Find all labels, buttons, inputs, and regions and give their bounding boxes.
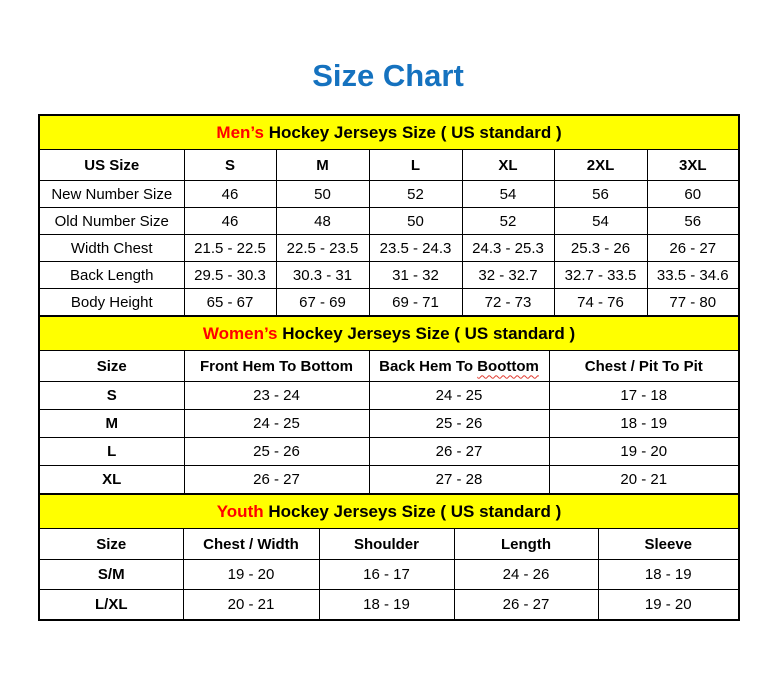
mens-header-row: [39, 150, 739, 181]
table-row: [39, 590, 739, 621]
table-cell: 19 - 20: [598, 590, 739, 621]
table-cell: 24 - 25: [369, 382, 549, 410]
mens-col-header: XL: [462, 150, 554, 181]
table-cell: 69 - 71: [369, 289, 462, 317]
table-cell: 31 - 32: [369, 262, 462, 289]
table-cell: 56: [554, 181, 647, 208]
table-cell: 23.5 - 24.3: [369, 235, 462, 262]
table-row: [39, 466, 739, 495]
table-cell: 26 - 27: [454, 590, 598, 621]
table-cell: 20 - 21: [549, 466, 739, 495]
table-cell: 52: [462, 208, 554, 235]
table-row: [39, 262, 739, 289]
table-cell: 19 - 20: [183, 560, 319, 590]
table-cell: 20 - 21: [183, 590, 319, 621]
table-cell: 22.5 - 23.5: [276, 235, 369, 262]
table-row: [39, 438, 739, 466]
table-cell: 23 - 24: [184, 382, 369, 410]
table-cell: 24 - 26: [454, 560, 598, 590]
mens-col-header: US Size: [39, 150, 184, 181]
mens-banner-cell: [39, 115, 739, 150]
youth-table-banner: [39, 494, 739, 529]
youth-col-header: Shoulder: [319, 529, 454, 560]
womens-col-header: [369, 351, 549, 382]
womens-col-header: Size: [39, 351, 184, 382]
table-row: [39, 560, 739, 590]
mens-col-header: 2XL: [554, 150, 647, 181]
table-cell: 77 - 80: [647, 289, 739, 317]
womens-row-label: XL: [39, 466, 184, 495]
table-cell: 30.3 - 31: [276, 262, 369, 289]
womens-row-label: S: [39, 382, 184, 410]
table-cell: 54: [554, 208, 647, 235]
womens-header-row: [39, 351, 739, 382]
mens-row-label: Body Height: [39, 289, 184, 317]
table-row: [39, 235, 739, 262]
mens-size-table: [38, 114, 740, 317]
table-cell: 29.5 - 30.3: [184, 262, 276, 289]
mens-banner-highlight: Men’s: [216, 122, 264, 142]
mens-row-label: New Number Size: [39, 181, 184, 208]
table-cell: 26 - 27: [647, 235, 739, 262]
table-cell: 60: [647, 181, 739, 208]
mens-col-header: M: [276, 150, 369, 181]
table-cell: 18 - 19: [549, 410, 739, 438]
mens-col-header: 3XL: [647, 150, 739, 181]
youth-banner-highlight: Youth: [216, 501, 264, 521]
table-cell: 25.3 - 26: [554, 235, 647, 262]
mens-table-banner: [39, 115, 739, 150]
womens-size-table: [38, 315, 740, 495]
table-cell: 26 - 27: [184, 466, 369, 495]
youth-banner-text: Hockey Jerseys Size ( US standard ): [268, 501, 562, 521]
table-cell: 32.7 - 33.5: [554, 262, 647, 289]
table-cell: 56: [647, 208, 739, 235]
page-title: Size Chart: [312, 58, 464, 93]
mens-col-header: S: [184, 150, 276, 181]
womens-col-header-prefix: Back Hem To: [379, 357, 474, 375]
table-cell: 52: [369, 181, 462, 208]
table-cell: 16 - 17: [319, 560, 454, 590]
table-row: [39, 208, 739, 235]
table-cell: 46: [184, 208, 276, 235]
table-row: [39, 181, 739, 208]
youth-header-row: [39, 529, 739, 560]
table-cell: 67 - 69: [276, 289, 369, 317]
mens-banner-text: Hockey Jerseys Size ( US standard ): [268, 122, 562, 142]
youth-row-label: L/XL: [39, 590, 183, 621]
mens-row-label: Width Chest: [39, 235, 184, 262]
table-row: [39, 382, 739, 410]
table-cell: 65 - 67: [184, 289, 276, 317]
table-cell: 48: [276, 208, 369, 235]
mens-col-header: L: [369, 150, 462, 181]
youth-col-header: Chest / Width: [183, 529, 319, 560]
womens-banner-text: Hockey Jerseys Size ( US standard ): [282, 323, 576, 343]
mens-row-label: Back Length: [39, 262, 184, 289]
table-cell: 46: [184, 181, 276, 208]
table-cell: 25 - 26: [184, 438, 369, 466]
table-cell: 24 - 25: [184, 410, 369, 438]
youth-banner-cell: [39, 494, 739, 529]
youth-col-header: Size: [39, 529, 183, 560]
misspelled-word-squiggle: Boottom: [477, 357, 539, 375]
table-cell: 50: [276, 181, 369, 208]
table-row: [39, 289, 739, 317]
womens-banner-cell: [39, 316, 739, 351]
womens-col-header: Front Hem To Bottom: [184, 351, 369, 382]
table-cell: 25 - 26: [369, 410, 549, 438]
youth-size-table: [38, 493, 740, 621]
table-cell: 18 - 19: [319, 590, 454, 621]
youth-col-header: Length: [454, 529, 598, 560]
youth-col-header: Sleeve: [598, 529, 739, 560]
table-cell: 24.3 - 25.3: [462, 235, 554, 262]
table-cell: 19 - 20: [549, 438, 739, 466]
womens-col-header: Chest / Pit To Pit: [549, 351, 739, 382]
table-cell: 26 - 27: [369, 438, 549, 466]
table-cell: 21.5 - 22.5: [184, 235, 276, 262]
size-chart-sheet: [38, 114, 738, 621]
womens-row-label: L: [39, 438, 184, 466]
table-cell: 54: [462, 181, 554, 208]
table-cell: 18 - 19: [598, 560, 739, 590]
table-cell: 27 - 28: [369, 466, 549, 495]
table-cell: 33.5 - 34.6: [647, 262, 739, 289]
table-row: [39, 410, 739, 438]
table-cell: 74 - 76: [554, 289, 647, 317]
womens-banner-highlight: Women’s: [202, 323, 278, 343]
womens-table-banner: [39, 316, 739, 351]
womens-row-label: M: [39, 410, 184, 438]
mens-row-label: Old Number Size: [39, 208, 184, 235]
table-cell: 32 - 32.7: [462, 262, 554, 289]
table-cell: 50: [369, 208, 462, 235]
table-cell: 72 - 73: [462, 289, 554, 317]
table-cell: 17 - 18: [549, 382, 739, 410]
youth-row-label: S/M: [39, 560, 183, 590]
